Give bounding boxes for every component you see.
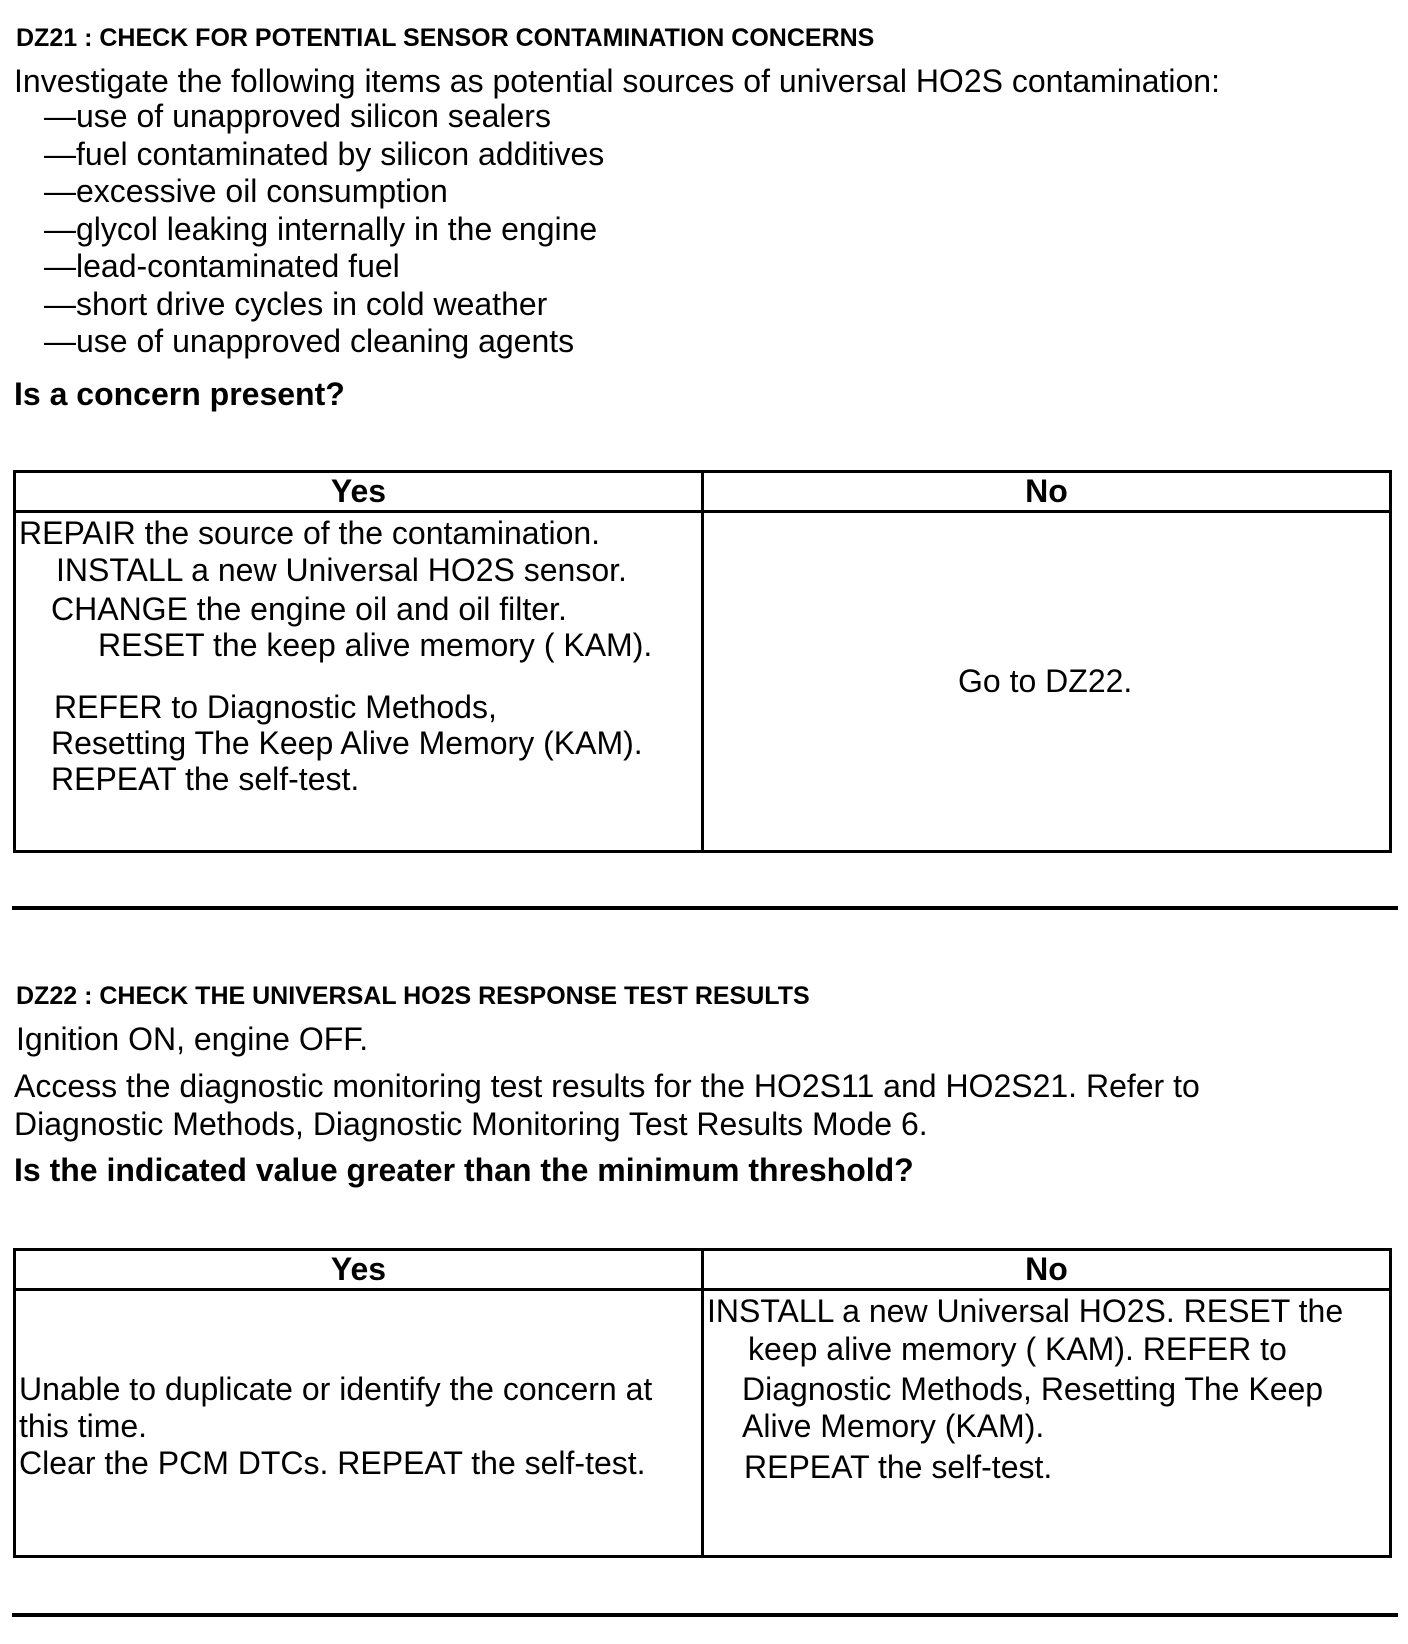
dz21-question: Is a concern present? — [14, 376, 345, 412]
dz22-access-instruction-continued: Diagnostic Methods, Diagnostic Monitoring Test Results Mode 6. — [14, 1106, 928, 1142]
yes-line: Resetting The Keep Alive Memory (KAM). — [51, 725, 643, 761]
no-line: REPEAT the self-test. — [744, 1449, 1053, 1485]
dz21-decision-table — [13, 470, 1392, 853]
go-to-dz22-text: Go to DZ22. — [958, 663, 1133, 699]
dz21-intro: Investigate the following items as potential sources of universal HO2S contamination: — [14, 63, 1220, 99]
no-line: Alive Memory (KAM). — [742, 1408, 1045, 1444]
dz22-question: Is the indicated value greater than the minimum threshold? — [14, 1152, 914, 1188]
list-item: —use of unapproved silicon sealers — [44, 98, 551, 134]
dz22-decision-table — [13, 1248, 1392, 1558]
yes-line: REFER to Diagnostic Methods, — [54, 689, 497, 725]
dz22-ignition-instruction: Ignition ON, engine OFF. — [16, 1021, 369, 1057]
yes-line: Clear the PCM DTCs. REPEAT the self-test. — [19, 1445, 646, 1481]
yes-column-header: Yes — [15, 472, 703, 512]
yes-line: REPEAT the self-test. — [51, 761, 360, 797]
list-item: —use of unapproved cleaning agents — [44, 323, 575, 359]
no-line: INSTALL a new Universal HO2S. RESET the — [707, 1293, 1344, 1329]
yes-cell — [15, 1290, 703, 1557]
yes-cell — [15, 512, 703, 852]
section-divider — [12, 906, 1398, 910]
no-column-header: No — [703, 472, 1391, 512]
dz22-access-instruction: Access the diagnostic monitoring test results for the HO2S11 and HO2S21. Refer to — [14, 1068, 1200, 1104]
section-divider — [12, 1613, 1398, 1617]
yes-line: this time. — [19, 1408, 148, 1444]
yes-line: Unable to duplicate or identify the concern at — [19, 1371, 653, 1407]
no-cell — [703, 512, 1391, 852]
no-cell — [703, 1290, 1391, 1557]
list-item: —short drive cycles in cold weather — [44, 285, 548, 322]
yes-line: CHANGE the engine oil and oil filter. — [51, 591, 567, 627]
list-item: —excessive oil consumption — [44, 173, 448, 209]
dz22-step-title: DZ22 : CHECK THE UNIVERSAL HO2S RESPONSE TEST RESULTS — [16, 982, 810, 1010]
dz21-step-title: DZ21 : CHECK FOR POTENTIAL SENSOR CONTAMINATION CONCERNS — [16, 24, 875, 52]
dz21-contamination-list — [44, 98, 604, 361]
yes-column-header: Yes — [15, 1250, 703, 1290]
list-item: —glycol leaking internally in the engine — [44, 210, 598, 247]
no-column-header: No — [703, 1250, 1391, 1290]
no-line: keep alive memory ( KAM). REFER to — [748, 1331, 1287, 1367]
list-item: —fuel contaminated by silicon additives — [44, 135, 605, 172]
list-item: —lead-contaminated fuel — [44, 248, 400, 284]
yes-line: INSTALL a new Universal HO2S sensor. — [56, 552, 627, 588]
no-line: Diagnostic Methods, Resetting The Keep — [742, 1371, 1324, 1407]
yes-line: RESET the keep alive memory ( KAM). — [98, 627, 653, 663]
yes-line: REPAIR the source of the contamination. — [19, 515, 601, 551]
